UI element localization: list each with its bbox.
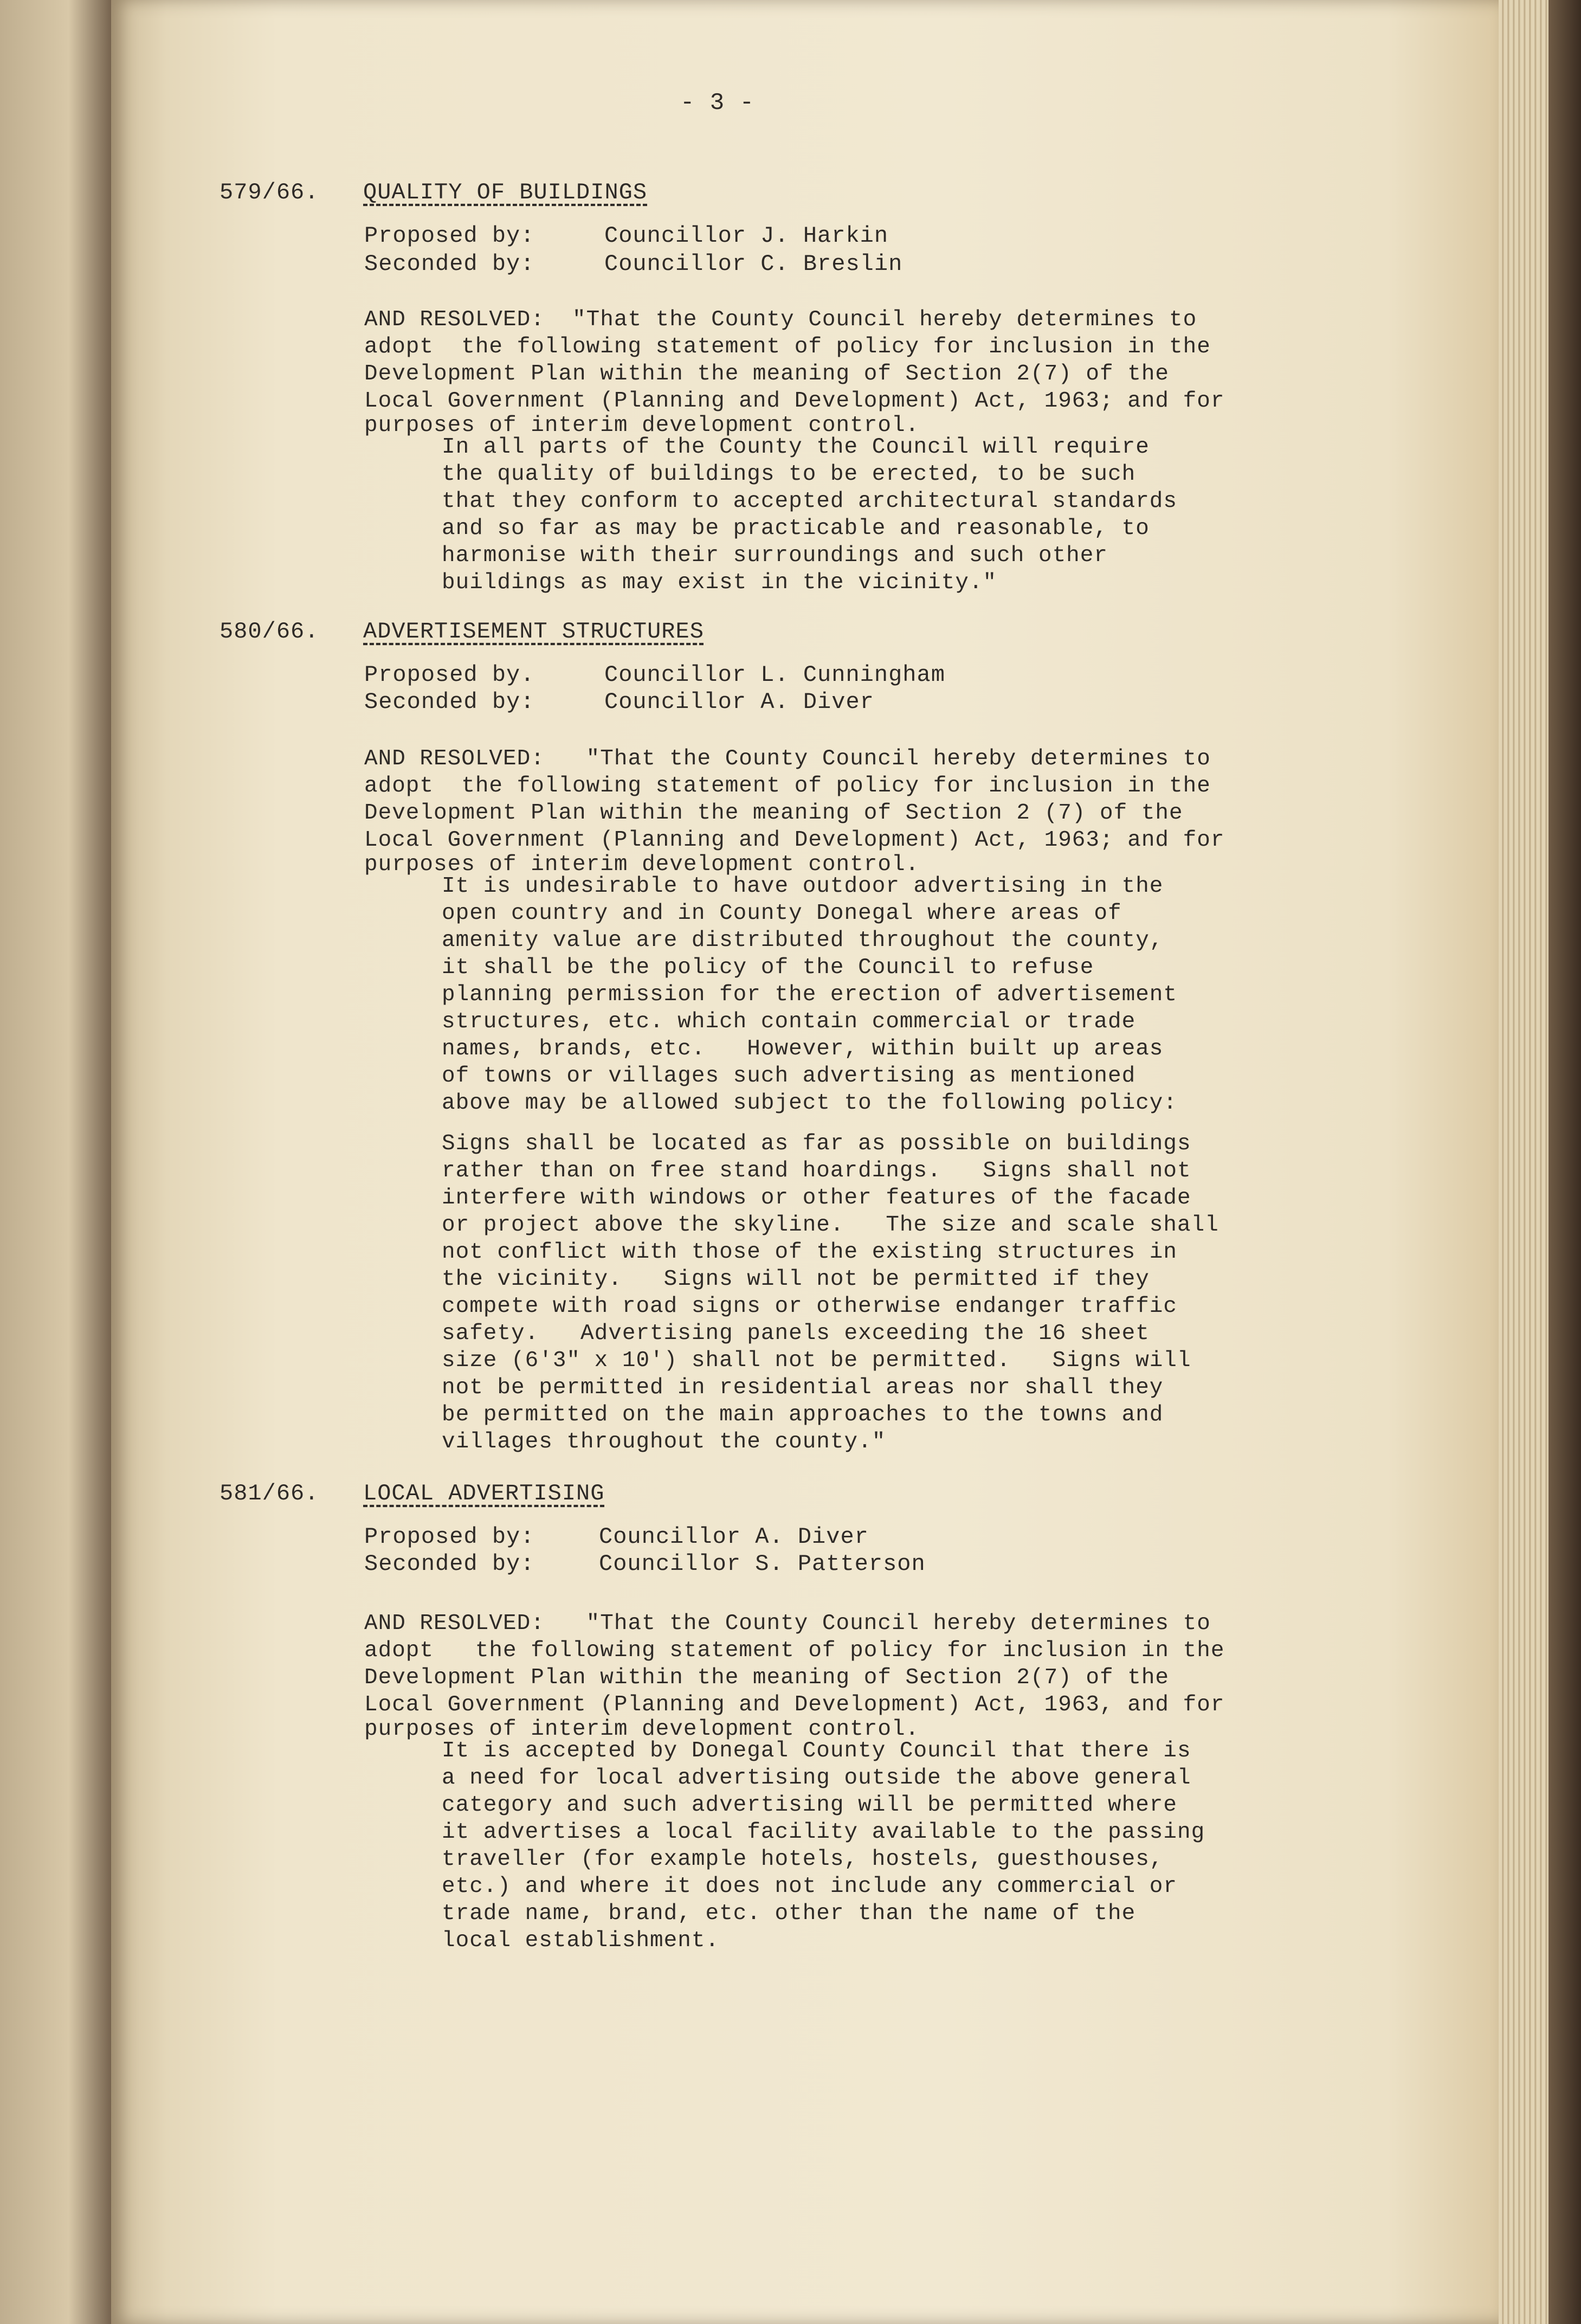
resolution-line: Local Government (Planning and Development) Act, 1963; and for	[364, 389, 1225, 414]
policy-line: harmonise with their surroundings and such other	[442, 543, 1108, 568]
minute-heading: LOCAL ADVERTISING	[363, 1480, 605, 1507]
proposer: Councillor L. Cunningham	[604, 662, 945, 688]
policy-line: buildings as may exist in the vicinity."	[442, 570, 997, 595]
policy-line: the quality of buildings to be erected, to be such	[442, 462, 1136, 487]
policy-line: Signs shall be located as far as possible on buildings	[442, 1131, 1191, 1156]
previous-page-gutter	[0, 0, 125, 2324]
policy-line: compete with road signs or otherwise endanger traffic	[442, 1294, 1178, 1319]
page-number: - 3 -	[680, 89, 755, 117]
resolution-line: adopt the following statement of policy for inclusion in the	[364, 774, 1211, 799]
policy-line: It is accepted by Donegal County Council that there is	[442, 1739, 1191, 1763]
minute-number: 581/66.	[220, 1480, 319, 1507]
policy-line: and so far as may be practicable and reasonable, to	[442, 516, 1150, 541]
policy-line: rather than on free stand hoardings. Signs shall not	[442, 1158, 1191, 1183]
seconded-label: Seconded by:	[364, 689, 535, 715]
policy-line: trade name, brand, etc. other than the name of the	[442, 1901, 1136, 1926]
seconded-label: Seconded by:	[364, 1551, 535, 1577]
policy-line: names, brands, etc. However, within built up areas	[442, 1037, 1164, 1061]
proposed-label: Proposed by:	[364, 223, 535, 249]
policy-line: of towns or villages such advertising as mentioned	[442, 1064, 1136, 1089]
policy-line: a need for local advertising outside the above general	[442, 1766, 1191, 1791]
policy-line: it shall be the policy of the Council to refuse	[442, 955, 1094, 980]
policy-line: safety. Advertising panels exceeding the 16 sheet	[442, 1321, 1150, 1346]
resolution-line: Development Plan within the meaning of Section 2(7) of the	[364, 362, 1170, 387]
policy-line: the vicinity. Signs will not be permitted if they	[442, 1267, 1150, 1292]
minute-heading: QUALITY OF BUILDINGS	[363, 179, 648, 205]
policy-line: local establishment.	[442, 1928, 720, 1953]
proposer: Councillor A. Diver	[599, 1524, 869, 1550]
policy-line: It is undesirable to have outdoor advertising in the	[442, 874, 1164, 899]
minute-number: 579/66.	[220, 179, 319, 205]
resolution-line: AND RESOLVED: "That the County Council hereby determines to	[364, 307, 1197, 332]
resolution-line: Local Government (Planning and Development) Act, 1963, and for	[364, 1692, 1225, 1717]
policy-line: interfere with windows or other features of the facade	[442, 1186, 1191, 1211]
proposer: Councillor J. Harkin	[604, 223, 889, 249]
minute-number: 580/66.	[220, 619, 319, 645]
proposed-label: Proposed by.	[364, 662, 535, 688]
resolution-line: AND RESOLVED: "That the County Council hereby determines to	[364, 746, 1211, 771]
policy-line: villages throughout the county."	[442, 1430, 886, 1454]
policy-line: open country and in County Donegal where areas of	[442, 901, 1122, 926]
seconder: Councillor A. Diver	[604, 689, 874, 715]
policy-line: traveller (for example hotels, hostels, guesthouses,	[442, 1847, 1164, 1872]
seconded-label: Seconded by:	[364, 251, 535, 277]
policy-line: that they conform to accepted architectural standards	[442, 489, 1178, 514]
policy-line: etc.) and where it does not include any commercial or	[442, 1874, 1178, 1899]
policy-line: category and such advertising will be permitted where	[442, 1793, 1178, 1818]
policy-line: be permitted on the main approaches to the towns and	[442, 1402, 1164, 1427]
resolution-line: Development Plan within the meaning of Section 2(7) of the	[364, 1665, 1170, 1690]
policy-line: not be permitted in residential areas nor shall they	[442, 1375, 1164, 1400]
resolution-line: Development Plan within the meaning of Section 2 (7) of the	[364, 801, 1183, 826]
resolution-line: AND RESOLVED: "That the County Council hereby determines to	[364, 1611, 1211, 1636]
page-edges	[1499, 0, 1581, 2324]
policy-line: not conflict with those of the existing structures in	[442, 1240, 1178, 1265]
resolution-line: adopt the following statement of policy for inclusion in the	[364, 334, 1211, 359]
seconder: Councillor C. Breslin	[604, 251, 903, 277]
resolution-line: Local Government (Planning and Development) Act, 1963; and for	[364, 828, 1225, 853]
proposed-label: Proposed by:	[364, 1524, 535, 1550]
policy-line: it advertises a local facility available to the passing	[442, 1820, 1205, 1845]
policy-line: In all parts of the County the Council will require	[442, 435, 1150, 460]
policy-line: or project above the skyline. The size and scale shall	[442, 1213, 1219, 1238]
resolution-line: adopt the following statement of policy for inclusion in the	[364, 1638, 1225, 1663]
resolution-line: purposes of interim development control.	[364, 1717, 920, 1742]
resolution-line: purposes of interim development control.	[364, 852, 920, 877]
policy-line: structures, etc. which contain commercial or trade	[442, 1009, 1136, 1034]
policy-line: amenity value are distributed throughout the county,	[442, 928, 1164, 953]
resolution-line: purposes of interim development control.	[364, 413, 920, 438]
policy-line: planning permission for the erection of advertisement	[442, 982, 1178, 1007]
policy-line: size (6'3" x 10') shall not be permitted. Signs will	[442, 1348, 1191, 1373]
seconder: Councillor S. Patterson	[599, 1551, 926, 1577]
minute-heading: ADVERTISEMENT STRUCTURES	[363, 619, 704, 645]
policy-line: above may be allowed subject to the following policy:	[442, 1091, 1178, 1116]
